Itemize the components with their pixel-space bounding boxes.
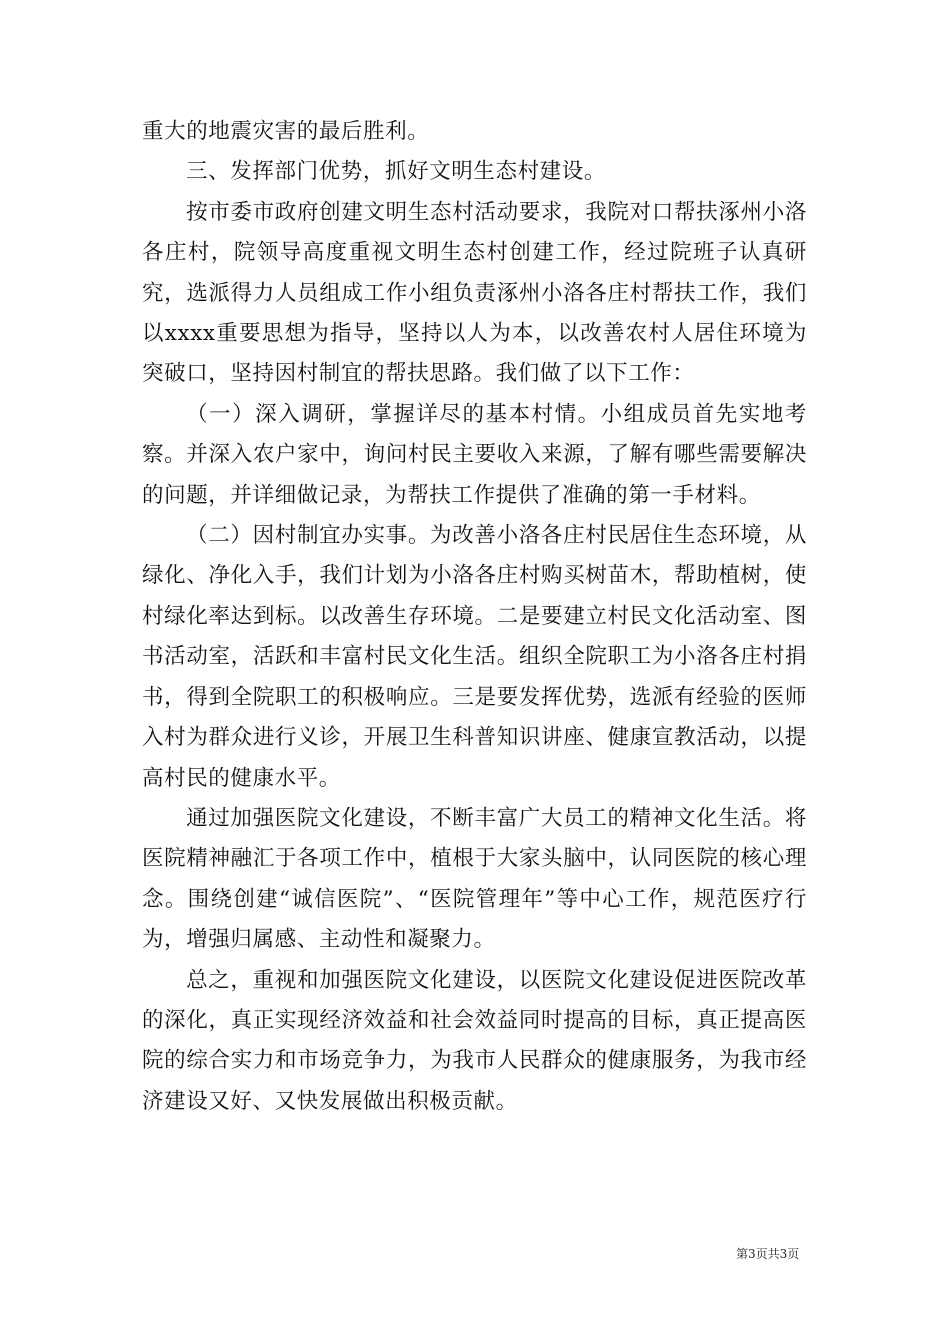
paragraph-item-2: （二）因村制宜办实事。为改善小洛各庄村民居住生态环境，从绿化、净化入手，我们计划为小洛各庄村购买树苗木，帮助植树，使村绿化率达到标。以改善生存环境。二是要建立村民文化活动室、图书活动室，活跃和丰富村民文化生活。组织全院职工为小洛各庄村捐书，得到全院职工的积极响应。三是要发挥优势，选派有经验的医师入村为群众进行义诊，开展卫生科普知识讲座、健康宣教活动，以提高村民的健康水平。 [142, 523, 807, 791]
paragraph-conclusion: 总之，重视和加强医院文化建设，以医院文化建设促进医院改革的深化，真正实现经济效益和社会效益同时提高的目标，真正提高医院的综合实力和市场竞争力，为我市人民群众的健康服务，为我市经济建设又好、又快发展做出积极贡献。 [142, 967, 807, 1114]
paragraph-item-1: （一）深入调研，掌握详尽的基本村情。小组成员首先实地考察。并深入农户家中，询问村民主要收入来源，了解有哪些需要解决的问题，并详细做记录，为帮扶工作提供了准确的第一手材料。 [142, 401, 807, 508]
page-number: 第3页共3页 [736, 1247, 800, 1261]
paragraph-continuation: 重大的地震灾害的最后胜利。 [142, 119, 430, 144]
section-heading-3: 三、发挥部门优势，抓好文明生态村建设。 [186, 159, 606, 185]
paragraph-culture: 通过加强医院文化建设，不断丰富广大员工的精神文化生活。将医院精神融汇于各项工作中，植根于大家头脑中，认同医院的核心理念。围绕创建“诚信医院”、“医院管理年”等中心工作，规范医疗行为，增强归属感、主动性和凝聚力。 [142, 805, 807, 953]
paragraph-intro: 按市委市政府创建文明生态村活动要求，我院对口帮扶涿州小洛各庄村，院领导高度重视文明生态村创建工作，经过院班子认真研究，选派得力人员组成工作小组负责涿州小洛各庄村帮扶工作，我们以xxxx重要思想为指导，坚持以人为本，以改善农村人居住环境为突破口，坚持因村制宜的帮扶思路。我们做了以下工作： [142, 199, 807, 387]
document-body [142, 112, 807, 1122]
